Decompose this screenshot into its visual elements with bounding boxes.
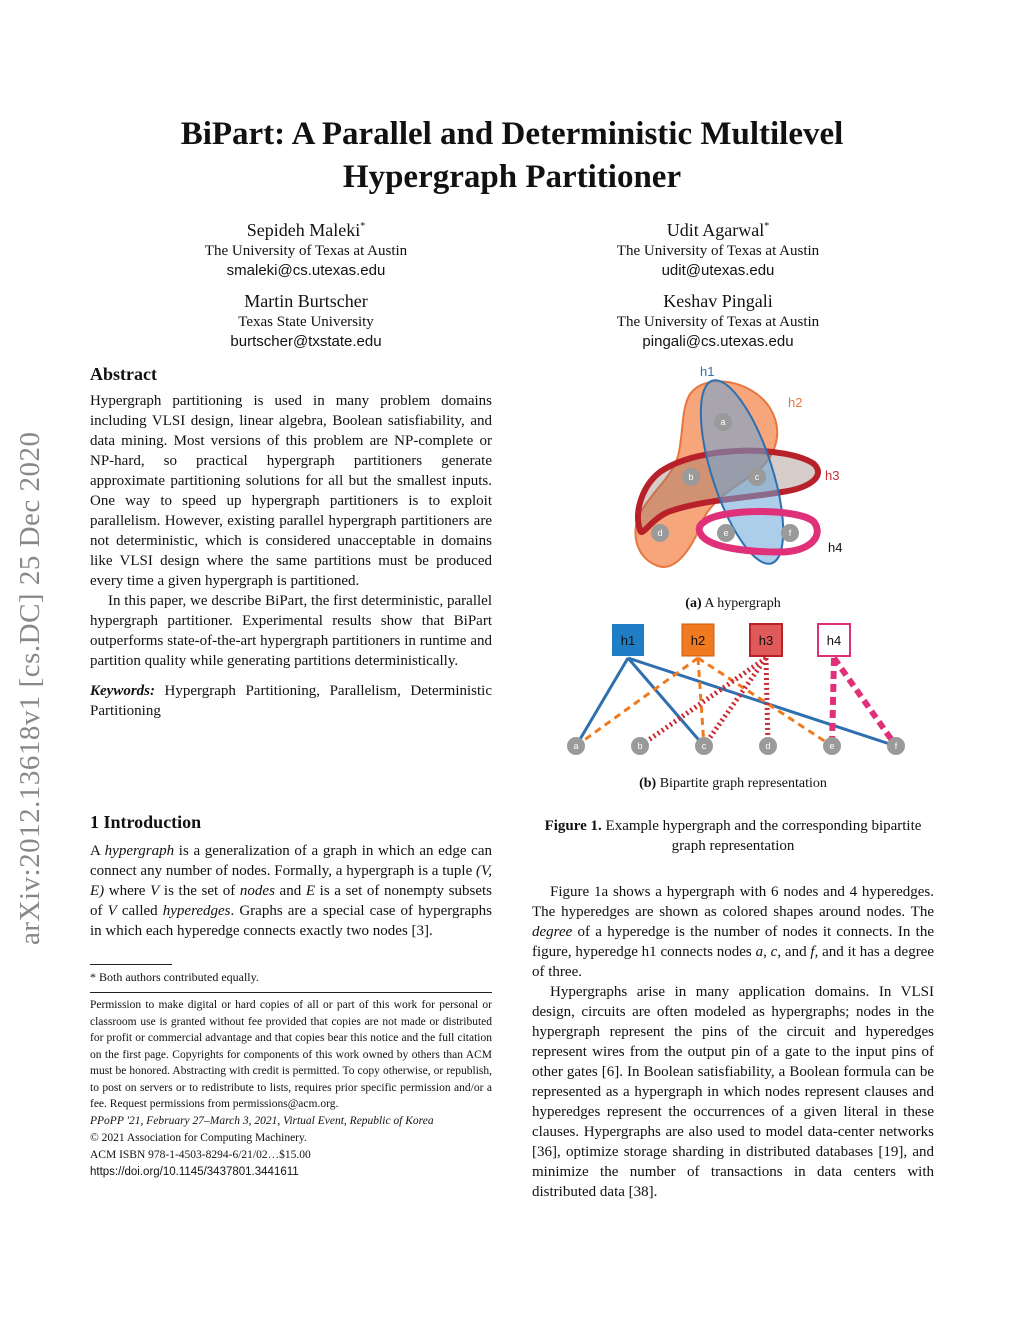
svg-text:f: f	[894, 741, 898, 751]
copyright: © 2021 Association for Computing Machinery.	[90, 1131, 307, 1144]
hyperedge-box-label: h2	[690, 633, 706, 648]
body-paragraph: Hypergraphs arise in many application domains. In VLSI design, circuits are often modeled as hypergraphs; nodes in the hypergraph represent the pins of the circuit and hyperedges represent wires from the output pin of a gate to the input pins of other gates [6]. In Boolean satisfiability, a Boolean formula can be represented as a hypergraph in which nodes represent clauses and hyperedges represent the occurrences of a given literal in these clauses. Hypergraphs are also used to model data-center networks [36], optimize storage sharding in distributed databases [19], and minimize the number of transactions in data centers with distributed data [38].	[532, 984, 934, 1200]
author-name: Keshav Pingali	[663, 291, 773, 311]
author-email[interactable]: udit@utexas.edu	[661, 262, 775, 279]
hyperedge-box-label: h1	[620, 633, 636, 648]
bipartite-figure	[556, 620, 916, 766]
figure-caption: Figure 1. Example hypergraph and the corresponding bipartite graph representation	[544, 818, 922, 854]
permission-rule	[90, 992, 492, 993]
hyperedge-label-h3: h3	[825, 468, 840, 483]
hyperedge-label-h4: h4	[828, 540, 843, 555]
author-affiliation: The University of Texas at Austin	[616, 243, 820, 259]
paper-title: BiPart: A Parallel and Deterministic Multilevel Hypergraph Partitioner	[180, 116, 844, 195]
hypergraph-figure	[620, 362, 860, 594]
author-affiliation: The University of Texas at Austin	[616, 314, 820, 330]
right-column-text	[532, 882, 934, 1202]
abstract-paragraph: Hypergraph partitioning is used in many problem domains including VLSI design, linear algebra, Boolean satisfiability, and data mining. Most versions of this problem are NP-complete or NP-hard, so practical hypergraph partitioners generate approximate partitioning solutions for all but the smallest inputs. One way to speed up hypergraph partitioners is to exploit parallelism. However, existing parallel hypergraph partitioners are not deterministic, which is considered unacceptable in domains like VLSI design where the same partitions must be produced every time a given hypergraph is partitioned.	[90, 393, 492, 589]
footnote: * Both authors contributed equally.	[90, 970, 259, 984]
node-label: a	[720, 417, 726, 427]
abstract-section	[90, 364, 492, 721]
svg-text:a: a	[573, 741, 579, 751]
author-name: Sepideh Maleki	[246, 220, 361, 240]
hyperedge-box-label: h4	[826, 633, 842, 648]
subcaption-b: (b) Bipartite graph representation	[639, 776, 827, 791]
node-label: c	[754, 472, 760, 482]
author-affiliation: Texas State University	[238, 314, 374, 330]
node-label: d	[657, 528, 663, 538]
body-paragraph: Figure 1a shows a hypergraph with 6 nodes and 4 hyperedges. The hyperedges are shown as colored shapes around nodes. The degree of a hyperedge is the number of nodes it connects. In the figure, hyperedge h1 connects nodes a, c, and f, and it has a degree of three.	[532, 884, 935, 980]
author-affiliation: The University of Texas at Austin	[204, 243, 408, 259]
abstract-paragraph: In this paper, we describe BiPart, the first deterministic, parallel hypergraph partitioner. Experimental results show that BiPart outperforms state-of-the-art hypergraph partitioners in runtime and partition quality while generating partitions deterministically.	[90, 593, 492, 669]
keywords: Keywords: Hypergraph Partitioning, Parallelism, Deterministic Partitioning	[90, 683, 493, 719]
author-email[interactable]: smaleki@cs.utexas.edu	[226, 262, 386, 279]
section-heading: 1 Introduction	[90, 812, 202, 832]
permission-text: Permission to make digital or hard copies of all or part of this work for personal or classroom use is granted without fee provided that copies are not made or distributed for profit or commercial advantage and that copies bear this notice and the full citation on the first page. Copyrights for components of this work owned by others than ACM must be honored. Abstracting with credit is permitted. To copy otherwise, or republish, to post on servers or to redistribute to lists, requires prior specific permission and/or a fee. Request permissions from permissions@acm.org.	[90, 999, 492, 1110]
doi-link[interactable]: https://doi.org/10.1145/3437801.3441611	[90, 1165, 299, 1178]
author-email[interactable]: burtscher@txstate.edu	[230, 333, 382, 350]
author-name: Martin Burtscher	[244, 291, 368, 311]
author-block: Udit Agarwal* The University of Texas at Austin udit@utexas.edu	[538, 216, 898, 281]
svg-text:c: c	[701, 741, 707, 751]
author-block	[538, 290, 898, 352]
isbn: ACM ISBN 978-1-4503-8294-6/21/02…$15.00	[90, 1148, 311, 1161]
svg-text:b: b	[637, 741, 643, 751]
hyperedge-box-label: h3	[758, 633, 774, 648]
node-label: b	[688, 472, 694, 482]
introduction-section	[90, 812, 492, 941]
node-label: f	[788, 528, 792, 538]
author-block: Sepideh Maleki* The University of Texas at Austin smaleki@cs.utexas.edu	[126, 216, 486, 281]
author-name: Udit Agarwal	[666, 220, 765, 240]
footnote-rule	[90, 964, 172, 965]
hyperedge-label-h2: h2	[788, 395, 803, 410]
permission-block	[90, 997, 492, 1181]
svg-text:e: e	[829, 741, 835, 751]
node-label: e	[723, 528, 729, 538]
svg-text:d: d	[765, 741, 771, 751]
intro-paragraph: A hypergraph is a generalization of a graph in which an edge can connect any number of nodes. Formally, a hypergraph is a tuple (V, E) where V is the set of nodes and E is a set of nonempty subsets of V called hyperedges. Graphs are a special case of hypergraphs in which each hyperedge connects exactly two nodes [3].	[90, 843, 493, 939]
venue: PPoPP '21, February 27–March 3, 2021, Virtual Event, Republic of Korea	[90, 1114, 434, 1127]
author-block	[126, 290, 486, 352]
subcaption-a: (a) A hypergraph	[685, 596, 781, 611]
abstract-heading: Abstract	[90, 364, 157, 384]
arxiv-stamp: arXiv:2012.13618v1 [cs.DC] 25 Dec 2020	[14, 431, 46, 945]
author-email[interactable]: pingali@cs.utexas.edu	[642, 333, 794, 350]
bipartite-edges	[576, 658, 896, 746]
hyperedge-label-h1: h1	[700, 364, 715, 379]
